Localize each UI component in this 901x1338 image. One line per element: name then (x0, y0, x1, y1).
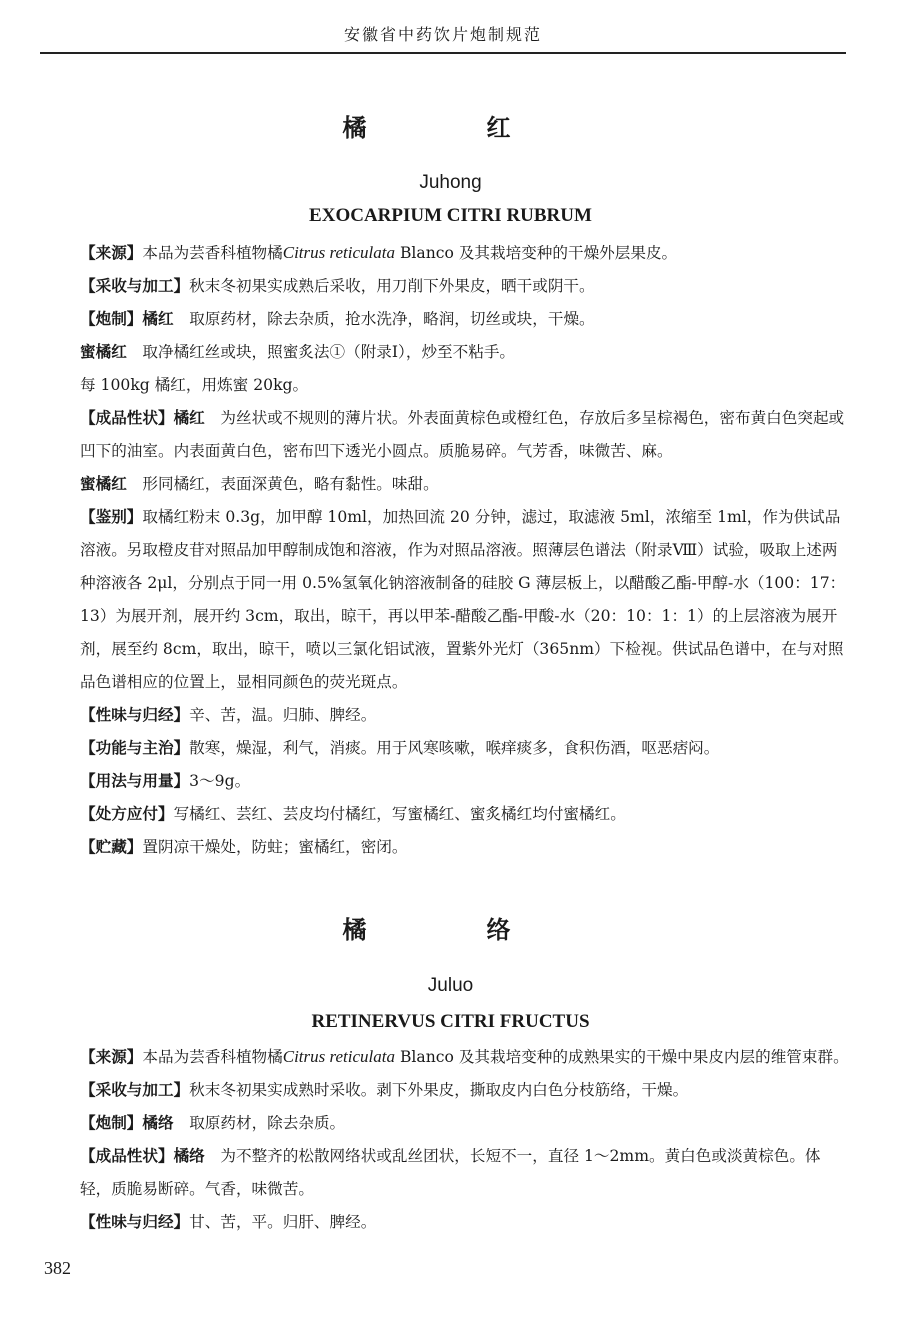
characteristics-honey-paragraph: 蜜橘红 形同橘红，表面深黄色，略有黏性。味甜。 (80, 475, 439, 493)
source-paragraph: 【来源】本品为芸香科植物橘Citrus reticulata Blanco 及其栽培变种的成熟果实的干燥中果皮内层的维管束群。 (80, 1047, 849, 1066)
characteristics-paragraph: 【成品性状】橘红 为丝状或不规则的薄片状。外表面黄棕色或橙红色，存放后多呈棕褐色，密布黄白色突起或凹下的油室。内表面黄白色，密布凹下透光小圆点。质脆易碎。气芳香，味微苦、麻。 (80, 409, 845, 460)
taste-meridian-paragraph: 【性味与归经】甘、苦，平。归肝、脾经。 (80, 1213, 377, 1231)
source-tag: 【来源】 (80, 244, 143, 262)
entry-latin-juhong: EXOCARPIUM CITRI RUBRUM (309, 205, 592, 226)
prescription-paragraph: 【处方应付】写橘红、芸红、芸皮均付橘红，写蜜橘红、蜜炙橘红均付蜜橘红。 (80, 805, 626, 823)
source-paragraph: 【来源】本品为芸香科植物橘Citrus reticulata Blanco 及其栽培变种的干燥外层果皮。 (80, 243, 678, 262)
page-number: 382 (44, 1258, 71, 1278)
function-paragraph: 【功能与主治】散寒，燥湿，利气，消痰。用于风寒咳嗽，喉痒痰多，食积伤酒，呕恶痞闷。 (80, 739, 720, 757)
running-header: 安徽省中药饮片炮制规范 (343, 25, 542, 44)
processing-paragraph: 【炮制】橘红 取原药材，除去杂质，抢水洗净，略润，切丝或块，干燥。 (80, 310, 595, 328)
latin-species: Citrus reticulata (282, 243, 395, 262)
characteristics-paragraph: 【成品性状】橘络 为不整齐的松散网络状或乱丝团状，长短不一，直径 1～2mm。黄白色或淡黄棕色。体轻，质脆易断碎。气香，味微苦。 (80, 1147, 821, 1198)
entry-latin-juluo: RETINERVUS CITRI FRUCTUS (311, 1011, 590, 1032)
taste-meridian-paragraph: 【性味与归经】辛、苦，温。归肺、脾经。 (80, 706, 377, 724)
honey-ratio-paragraph: 每 100kg 橘红，用炼蜜 20kg。 (80, 376, 309, 394)
entry-title-juhong: 橘 红 (342, 114, 559, 142)
entry-title-juluo: 橘 络 (342, 916, 559, 944)
identification-paragraph: 【鉴别】取橘红粉末 0.3g，加甲醇 10ml，加热回流 20 分钟，滤过，取滤液 5ml，浓缩至 1ml，作为供试品溶液。另取橙皮苷对照品加甲醇制成饱和溶液，作为对照品溶液。照薄层色谱法（附录Ⅷ）试验，吸取上述两种溶液各 2μl，分别点于同一用 0.5%氢氧化钠溶液制备的硅胶 G 薄层板上，以醋酸乙酯-甲醇-水（100：17：13）为展开剂，展开约 3cm，取出，晾干，再以甲苯-醋酸乙酯-甲酸-水（20：10：1：1）的上层溶液为展开剂，展至约 8cm，取出，晾干，喷以三氯化铝试液，置紫外光灯（365nm）下检视。供试品色谱中，在与对照品色谱相应的位置上，显相同颜色的荧光斑点。 (80, 508, 846, 691)
entry-pinyin-juhong: Juhong (419, 172, 482, 193)
harvest-paragraph: 【采收与加工】秋末冬初果实成熟后采收，用刀削下外果皮，晒干或阴干。 (80, 277, 595, 295)
dosage-paragraph: 【用法与用量】3～9g。 (80, 772, 251, 790)
latin-species: Citrus reticulata (282, 1047, 395, 1066)
processing-paragraph: 【炮制】橘络 取原药材，除去杂质。 (80, 1114, 346, 1132)
entry-body-juhong (52, 236, 850, 864)
header-rule (40, 52, 846, 54)
honey-processing-paragraph: 蜜橘红 取净橘红丝或块，照蜜炙法①（附录Ⅰ），炒至不粘手。 (80, 343, 516, 361)
harvest-paragraph: 【采收与加工】秋末冬初果实成熟时采收。剥下外果皮，撕取皮内白色分枝筋络，干燥。 (80, 1081, 689, 1099)
entry-body-juluo (52, 1040, 850, 1239)
entry-pinyin-juluo: Juluo (427, 975, 474, 996)
storage-paragraph: 【贮藏】置阴凉干燥处，防蛀；蜜橘红，密闭。 (80, 838, 408, 856)
